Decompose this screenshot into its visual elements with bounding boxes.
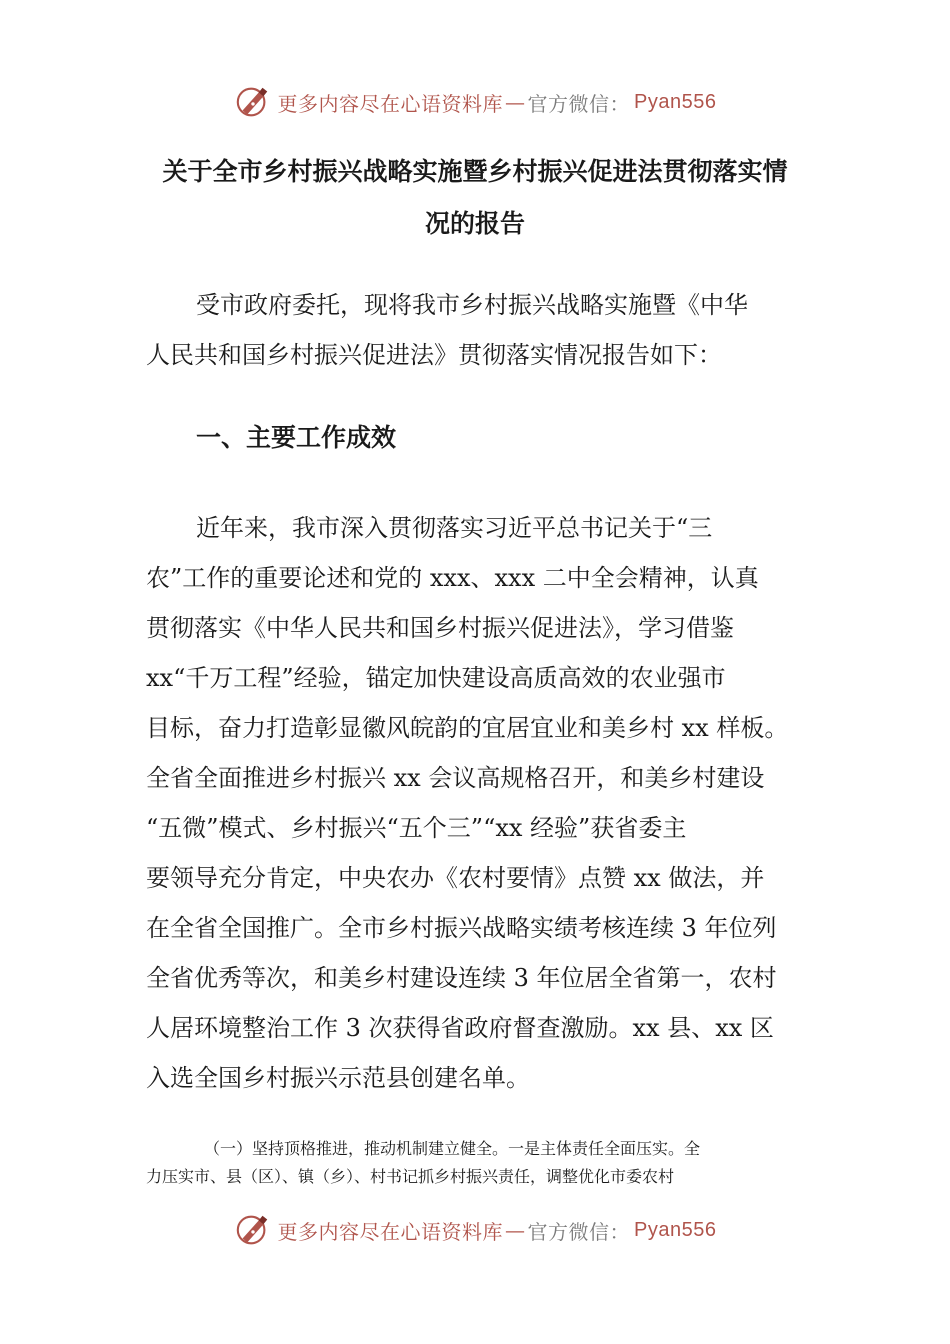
paragraph-line: 入选全国乡村振兴示范县创建名单。 [146,1064,530,1092]
title-line: 关于全市乡村振兴战略实施暨乡村振兴促进法贯彻落实情 [162,157,788,186]
body-paragraph [146,503,808,1103]
banner-dash: — [505,1218,526,1242]
banner-wechat-label: 官方微信： [527,91,631,116]
paragraph-line: “五微”模式、乡村振兴“五个三”“xx 经验”获省委主 [146,814,687,842]
banner-text: 更多内容尽在心语资料库 [277,1219,504,1244]
banner-wechat-id: Pyan556 [634,1218,717,1241]
paragraph-line: 人居环境整治工作 3 次获得省政府督查激励。xx 县、xx 区 [146,1014,774,1042]
paragraph-line: （一）坚持顶格推进，推动机制建立健全。一是主体责任全面压实。全 [204,1139,701,1158]
paragraph-line: xx“千万工程”经验，锚定加快建设高质高效的农业强市 [146,664,726,692]
subsection-paragraph [146,1135,808,1191]
title-line: 况的报告 [424,209,525,238]
paragraph-line: 在全省全国推广。全市乡村振兴战略实绩考核连续 3 年位列 [146,914,777,942]
pen-nib-logo-icon [234,83,272,121]
paragraph-line: 农”工作的重要论述和党的 xxx、xxx 二中全会精神，认真 [146,564,759,592]
banner-wechat-label: 官方微信： [527,1219,631,1244]
section-heading: 一、主要工作成效 [196,423,397,452]
intro-paragraph [146,280,808,380]
paragraph-line: 受市政府委托，现将我市乡村振兴战略实施暨《中华 [196,291,748,319]
paragraph-line: 要领导充分肯定，中央农办《农村要情》点赞 xx 做法，并 [146,864,765,892]
document-title [145,146,805,250]
paragraph-line: 全省优秀等次，和美乡村建设连续 3 年位居全省第一，农村 [146,964,777,992]
paragraph-line: 人民共和国乡村振兴促进法》贯彻落实情况报告如下： [146,341,722,369]
paragraph-line: 近年来，我市深入贯彻落实习近平总书记关于“三 [196,514,713,542]
banner-wechat-id: Pyan556 [634,90,717,113]
paragraph-line: 力压实市、县（区）、镇（乡）、村书记抓乡村振兴责任，调整优化市委农村 [146,1167,675,1186]
paragraph-line: 贯彻落实《中华人民共和国乡村振兴促进法》，学习借鉴 [146,614,734,642]
banner-text: 更多内容尽在心语资料库 [277,91,504,116]
paragraph-line: 目标，奋力打造彰显徽风皖韵的宜居宜业和美乡村 xx 样板。 [146,714,789,742]
header-watermark-banner [0,82,950,122]
pen-nib-logo-icon [234,1211,272,1249]
footer-watermark-banner [0,1210,950,1250]
paragraph-line: 全省全面推进乡村振兴 xx 会议高规格召开，和美乡村建设 [146,764,765,792]
banner-dash: — [505,90,526,114]
